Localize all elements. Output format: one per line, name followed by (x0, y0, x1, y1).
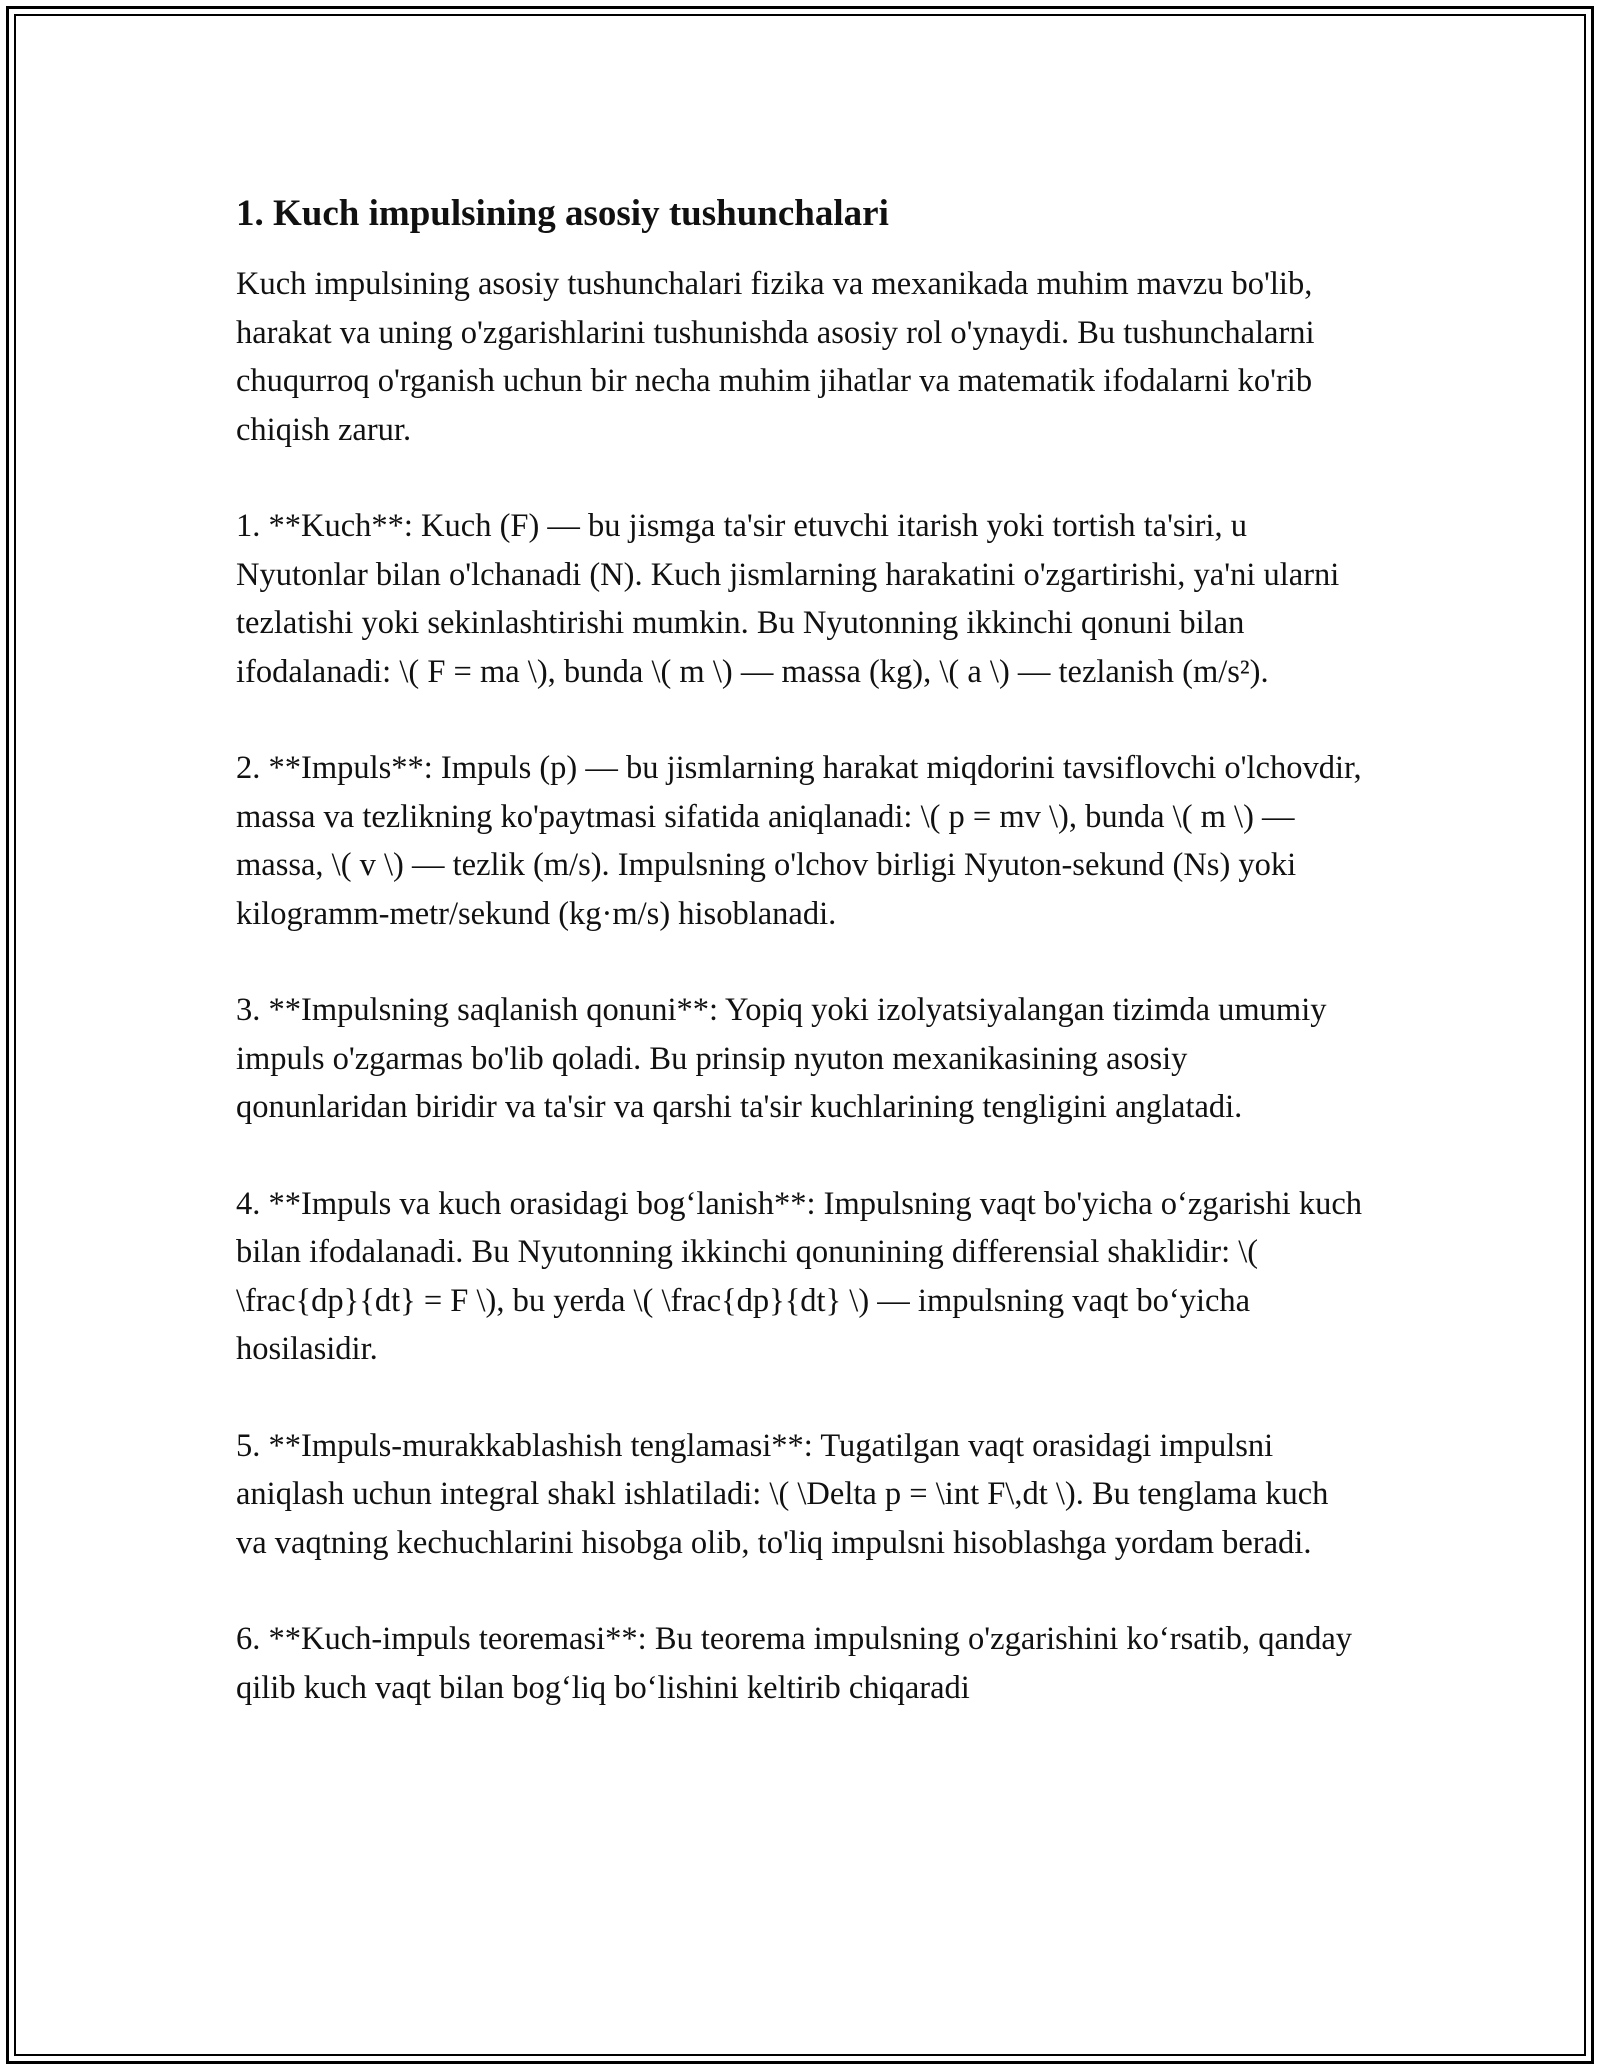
paragraph-impuls: 2. **Impuls**: Impuls (p) — bu jismlarning harakat miqdorini tavsiflovchi o'lchovdir, massa va tezlikning ko'paytmasi sifatida aniqlanadi: \( p = mv \), bunda \( m \) — massa, \( v \) — tezlik (m/s). Impulsning o'lchov birligi Nyuton-sekund (Ns) yoki kilogramm-metr/sekund (kg·m/s) hisoblanadi. (236, 750, 1362, 932)
paragraph-saqlanish-qonuni: 3. **Impulsning saqlanish qonuni**: Yopiq yoki izolyatsiyalangan tizimda umumiy impuls o'zgarmas bo'lib qoladi. Bu prinsip nyuton mexanikasining asosiy qonunlaridan biridir va ta'sir va qarshi ta'sir kuchlarining tengligini anglatadi. (236, 992, 1327, 1125)
paragraph-kuch: 1. **Kuch**: Kuch (F) — bu jismga ta'sir etuvchi itarish yoki tortish ta'siri, u Nyutonlar bilan o'lchanadi (N). Kuch jismlarning harakatini o'zgartirishi, ya'ni ularni tezlatishi yoki sekinlashtirishi mumkin. Bu Nyutonning ikkinchi qonuni bilan ifodalanadi: \( F = ma \), bunda \( m \) — massa (kg), \( a \) — tezlanish (m/s²). (236, 508, 1340, 690)
document-body (236, 190, 1364, 1760)
paragraph-impuls-kuch-boglanish: 4. **Impuls va kuch orasidagi bog‘lanish**: Impulsning vaqt bo'yicha o‘zgarishi kuch bilan ifodalanadi. Bu Nyutonning ikkinchi qonunining differensial shaklidir: \( \frac{dp}{dt} = F \), bu yerda \( \frac{dp}{dt} \) — impulsning vaqt bo‘yicha hosilasidir. (236, 1185, 1362, 1367)
section-title: 1. Kuch impulsining asosiy tushunchalari (236, 193, 889, 234)
paragraph-impuls-tenglamasi: 5. **Impuls-murakkablashish tenglamasi**: Tugatilgan vaqt orasidagi impulsni aniqlash uchun integral shakl ishlatiladi: \( \Delta p = \int F\,dt \). Bu tenglama kuch va vaqtning kechuchlarini hisobga olib, to'liq impulsni hisoblashga yordam beradi. (236, 1427, 1329, 1561)
paragraph-kuch-impuls-teoremasi: 6. **Kuch-impuls teoremasi**: Bu teorema impulsning o'zgarishini ko‘rsatib, qanday qilib kuch vaqt bilan bog‘liq bo‘lishini keltirib chiqaradi (236, 1621, 1353, 1706)
intro-paragraph: Kuch impulsining asosiy tushunchalari fizika va mexanikada muhim mavzu bo'lib, harakat va uning o'zgarishlarini tushunishda asosiy rol o'ynaydi. Bu tushunchalarni chuqurroq o'rganish uchun bir necha muhim jihatlar va matematik ifodalarni ko'rib chiqish zarur. (236, 266, 1315, 448)
